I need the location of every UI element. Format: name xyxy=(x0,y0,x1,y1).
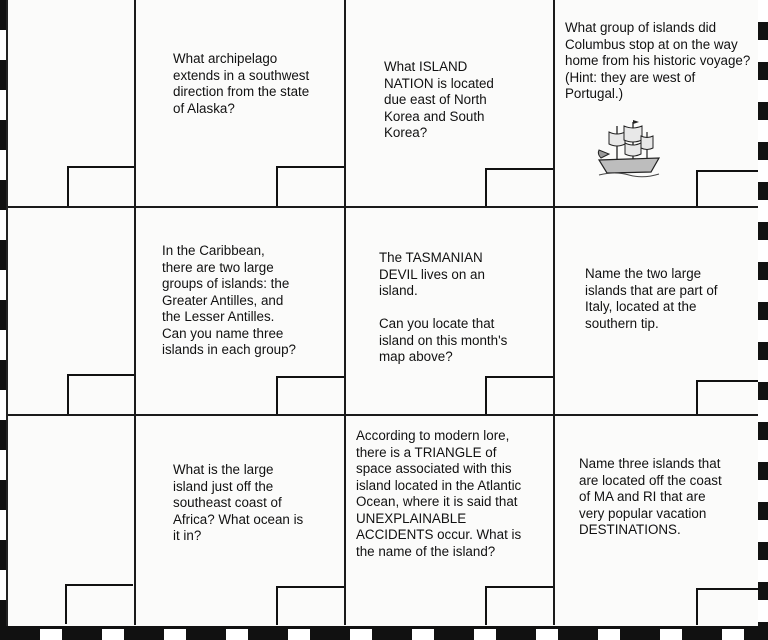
question-text: What is the large island just off the southeast coast of Africa? What ocean is it in? xyxy=(173,462,304,543)
question-card-1 xyxy=(8,0,134,206)
question-card-4 xyxy=(555,0,758,206)
question-text: According to modern lore, there is a TRIANGLE of space associated with this island located in the Atlantic Ocean, where it is said that UNEXPLAINABLE ACCIDENTS occur. What is the name of the island? xyxy=(356,428,522,559)
question-card-8 xyxy=(555,208,758,414)
question-text: What group of islands did Columbus stop at on the way home from his historic voyage? (Hint: they are west of Portugal.) xyxy=(565,20,751,101)
question-text: What archipelago extends in a southwest direction from the state of Alaska? xyxy=(173,51,310,116)
answer-box[interactable] xyxy=(276,586,344,625)
answer-box[interactable] xyxy=(485,586,553,625)
answer-box[interactable] xyxy=(65,584,133,624)
answer-box[interactable] xyxy=(696,588,758,625)
question-card-6 xyxy=(136,208,344,414)
question-card-3 xyxy=(346,0,553,206)
left-edge-strip xyxy=(0,0,8,640)
question-card-11 xyxy=(346,416,553,625)
right-edge-strip xyxy=(758,0,768,640)
sailing-ship-icon xyxy=(595,118,663,185)
bottom-edge-strip xyxy=(0,626,768,640)
question-card-2 xyxy=(136,0,344,206)
question-text: Name the two large islands that are part of Italy, located at the southern tip. xyxy=(585,266,718,331)
answer-box[interactable] xyxy=(276,376,344,414)
question-text: The TASMANIAN DEVIL lives on an island. Can you locate that island on this month's map above? xyxy=(379,250,508,364)
answer-box[interactable] xyxy=(276,166,344,206)
question-card-5 xyxy=(8,208,134,414)
answer-box[interactable] xyxy=(67,166,134,206)
answer-box[interactable] xyxy=(696,170,758,206)
question-text: Name three islands that are located off the coast of MA and RI that are very popular vacation DESTINATIONS. xyxy=(579,456,722,537)
question-card-7 xyxy=(346,208,553,414)
answer-box[interactable] xyxy=(696,380,758,414)
question-text: What ISLAND NATION is located due east of North Korea and South Korea? xyxy=(384,59,494,140)
answer-box[interactable] xyxy=(67,374,134,414)
answer-box[interactable] xyxy=(485,168,553,206)
question-card-12 xyxy=(555,416,758,625)
question-text: In the Caribbean, there are two large groups of islands: the Greater Antilles, and the Lesser Antilles. Can you name three islands in each group? xyxy=(162,243,296,357)
answer-box[interactable] xyxy=(485,376,553,414)
question-card-10 xyxy=(136,416,344,625)
question-card-9 xyxy=(8,416,134,625)
